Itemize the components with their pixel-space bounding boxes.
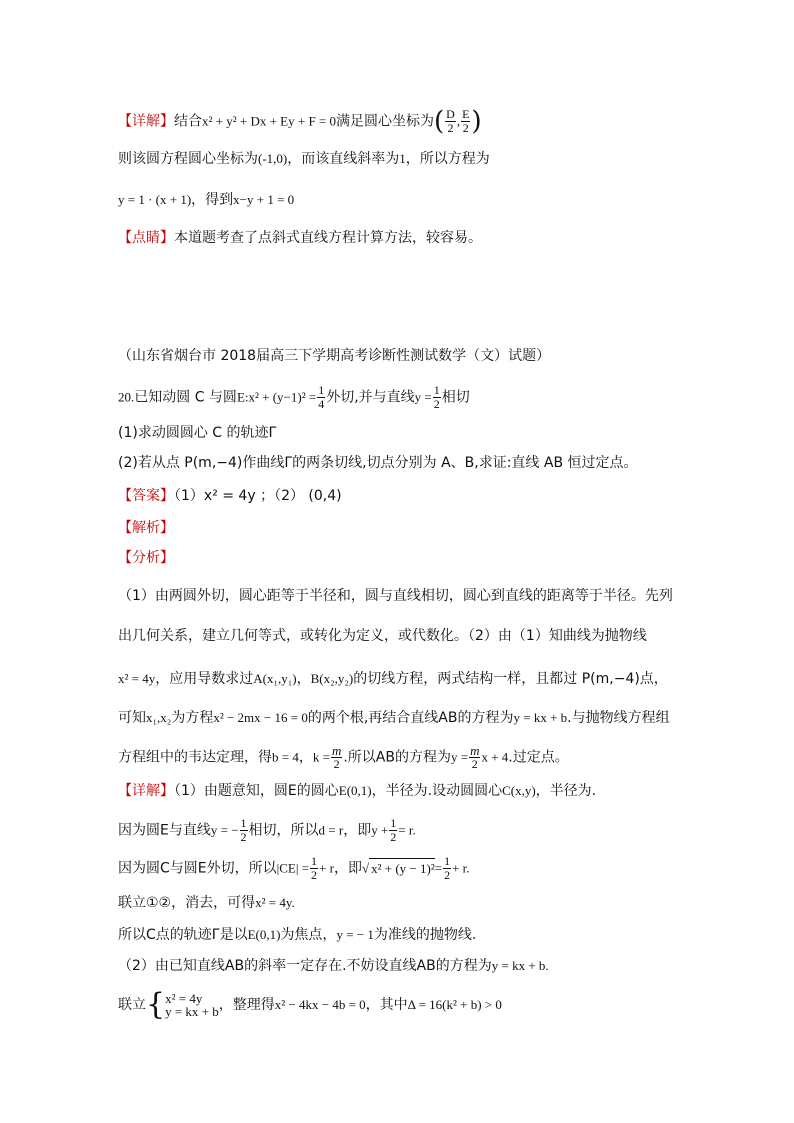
detail-line-2 (118, 149, 490, 169)
detail2-line-4 (118, 893, 295, 913)
b-value: b = 4 (272, 749, 299, 765)
text: （1）由题意知，圆E的圆心 (174, 783, 339, 799)
fraction: $\frac{1}{2}$ (240, 816, 247, 844)
brace: { (146, 987, 166, 1022)
text: ，整理得 (218, 997, 275, 1013)
ab-eq-tail: x + 4 (481, 749, 509, 765)
result-equation: x−y + 1 = 0 (233, 192, 295, 207)
line-eq: y = (414, 389, 432, 405)
math: |CE| = (276, 860, 310, 876)
detail-tag: 【详解】 (118, 113, 174, 130)
question-number: 20. (118, 389, 135, 405)
math: y + (371, 822, 389, 838)
text: 所以C点的轨迹Γ是以 (118, 927, 248, 943)
answer-text: （1）x² = 4y ；（2） (0,4) (174, 488, 342, 504)
center-e: E(0,1) (338, 783, 372, 798)
text: 的两个根,再结合直线AB的方程为 (307, 710, 514, 726)
fenxi-line-5 (118, 744, 569, 771)
text: ，而该直线斜率为 (287, 151, 400, 167)
text: .过定点。 (508, 749, 569, 766)
math: y = − (210, 822, 239, 838)
quadratic: x² − 2mx − 16 = 0 (213, 710, 308, 725)
math: y = − 1 (336, 927, 374, 942)
parabola-eq: x² = 4y (118, 671, 156, 686)
fraction: $\frac{m}{2}$ (470, 743, 480, 771)
comment-line (118, 228, 482, 248)
text: 为方程 (171, 710, 214, 726)
text: ，即 (343, 822, 372, 839)
text: （1）由两圆外切，圆心距等于半径和，圆与直线相切，圆心到直线的距离等于半径。先列 (118, 588, 673, 604)
text: 结合 (174, 113, 202, 130)
part1-line (118, 423, 276, 443)
math: Δ = 16(k² + b) > 0 (407, 997, 502, 1012)
circle-equation: x² + y² + Dx + Ey + F = 0 (202, 113, 337, 129)
text: ，得到 (191, 192, 234, 208)
math: E(0,1) (247, 927, 281, 942)
math: d = r (318, 822, 344, 838)
math: x² = 4y. (255, 895, 295, 910)
analysis-tag: 【解析】 (118, 520, 174, 536)
fraction: $\frac{1}{2}$ (444, 854, 451, 882)
fraction: $\frac{1}{2}$ (390, 816, 397, 844)
text: 可知 (118, 710, 146, 726)
sqrt-radicand: x² + (y − 1)² (369, 858, 435, 879)
text: ， (298, 749, 313, 766)
fenxi-tag-line (118, 548, 174, 568)
equation: y = 1 · (x + 1) (118, 192, 192, 207)
source: （山东省烟台市 2018届高三下学期高考诊断性测试数学（文）试题） (118, 348, 551, 364)
detail2-line-2 (118, 817, 416, 844)
point-a: A(x₁,y₁) (253, 671, 297, 686)
fenxi-line-1 (118, 586, 673, 606)
fenxi-line-3 (118, 669, 668, 689)
text: ，应用导数求过 (155, 671, 254, 687)
text: 联立 (118, 997, 146, 1013)
text: ，所以方程为 (405, 151, 490, 167)
analysis-line (118, 518, 174, 538)
fenxi-tag: 【分析】 (118, 550, 174, 566)
line-ab: y = kx + b (513, 710, 568, 725)
text: 则该圆方程圆心坐标为 (118, 151, 258, 167)
text: （2）由已知直线AB的斜率一定存在.不妨设直线AB的方程为 (118, 958, 492, 974)
text: .所以AB的方程为 (343, 749, 451, 766)
k-value: k = (312, 749, 330, 765)
text: 相切，所以 (248, 822, 319, 839)
answer-tag: 【答案】 (118, 488, 174, 504)
detail2-line-7 (118, 987, 502, 1022)
text: 为焦点， (280, 927, 337, 943)
text: 已知动圆 C 与圆 (134, 389, 237, 406)
text: ， (296, 671, 311, 687)
text: 方程组中的韦达定理，得 (118, 749, 272, 766)
math: = (434, 860, 443, 876)
close-paren: ) (471, 106, 482, 137)
detail-line-3 (118, 190, 294, 210)
source-line (118, 346, 550, 366)
text: 的切线方程，两式结构一样，且都过 P(m,−4)点， (353, 671, 668, 687)
detail2-line-5 (118, 925, 476, 945)
fraction: $\frac{m}{2}$ (331, 743, 342, 771)
fraction: $\frac{1}{2}$ (311, 854, 318, 882)
open-paren: ( (434, 106, 445, 137)
fraction: $\frac{D}{2}$ (446, 107, 455, 135)
detail-tag: 【详解】 (118, 783, 174, 799)
detail2-line-1 (118, 781, 596, 801)
detail2-line-3 (118, 855, 470, 882)
text: ，半径为. (535, 783, 597, 799)
text: 联立①②，消去，可得 (118, 895, 256, 911)
center-coord: (-1,0) (258, 151, 288, 166)
ab-eq: y = (450, 749, 469, 765)
center-c: C(x,y) (502, 783, 536, 798)
question-line (118, 384, 470, 411)
part2: (2)若从点 P(m,−4)作曲线Γ的两条切线,切点分别为 A、B,求证:直线 AB 恒过定点。 (118, 455, 638, 471)
part1: (1)求动圆圆心 C 的轨迹Γ (118, 425, 277, 441)
text: ，半径为.设动圆圆心 (371, 783, 503, 799)
point-b: B(x₂,y₂) (310, 671, 354, 686)
comment-tag: 【点睛】 (118, 230, 174, 246)
circle-e: E:x² + (y−1)² = (236, 389, 317, 405)
text: ，其中 (365, 997, 408, 1013)
sqrt-symbol: √ (361, 860, 370, 876)
fraction: $\frac{1}{2}$ (433, 383, 440, 411)
math: + r. (452, 860, 470, 876)
text: 因为圆C与圆E外切，所以 (118, 860, 277, 877)
text: 外切,并与直线 (326, 389, 415, 406)
part2-line (118, 453, 638, 473)
detail-line-1: 【详解】结合x² + y² + Dx + Ey + F = 0满足圆心坐标为( $\frac{D}{2}$ , $\frac{E}{2}$ ) (118, 106, 482, 137)
math: x² − 4kx − 4b = 0 (274, 997, 366, 1012)
slope: 1 (399, 151, 406, 166)
detail2-line-6 (118, 956, 549, 976)
fraction: $\frac{E}{2}$ (462, 107, 470, 135)
answer-line (118, 486, 342, 506)
fenxi-line-2 (118, 626, 647, 646)
text: 因为圆E与直线 (118, 822, 211, 839)
fraction: $\frac{1}{4}$ (318, 383, 325, 411)
comment-text: 本道题考查了点斜式直线方程计算方法，较容易。 (174, 230, 482, 246)
math: y = kx + b. (491, 958, 549, 973)
text: .与抛物线方程组 (567, 710, 670, 726)
text: 相切 (441, 389, 470, 406)
fenxi-line-4 (118, 708, 670, 728)
text: 出几何关系，建立几何等式，或转化为定义，或代数化。（2）由（1）知曲线为抛物线 (118, 628, 647, 644)
math: = r. (398, 822, 416, 838)
text: 满足圆心坐标为 (336, 113, 435, 130)
text: 为准线的抛物线. (373, 927, 477, 943)
text: ，即 (333, 860, 362, 877)
roots: x₁,x₂ (146, 710, 172, 725)
equation-system: x² = 4y y = kx + b (165, 991, 219, 1019)
math: + r (319, 860, 334, 876)
